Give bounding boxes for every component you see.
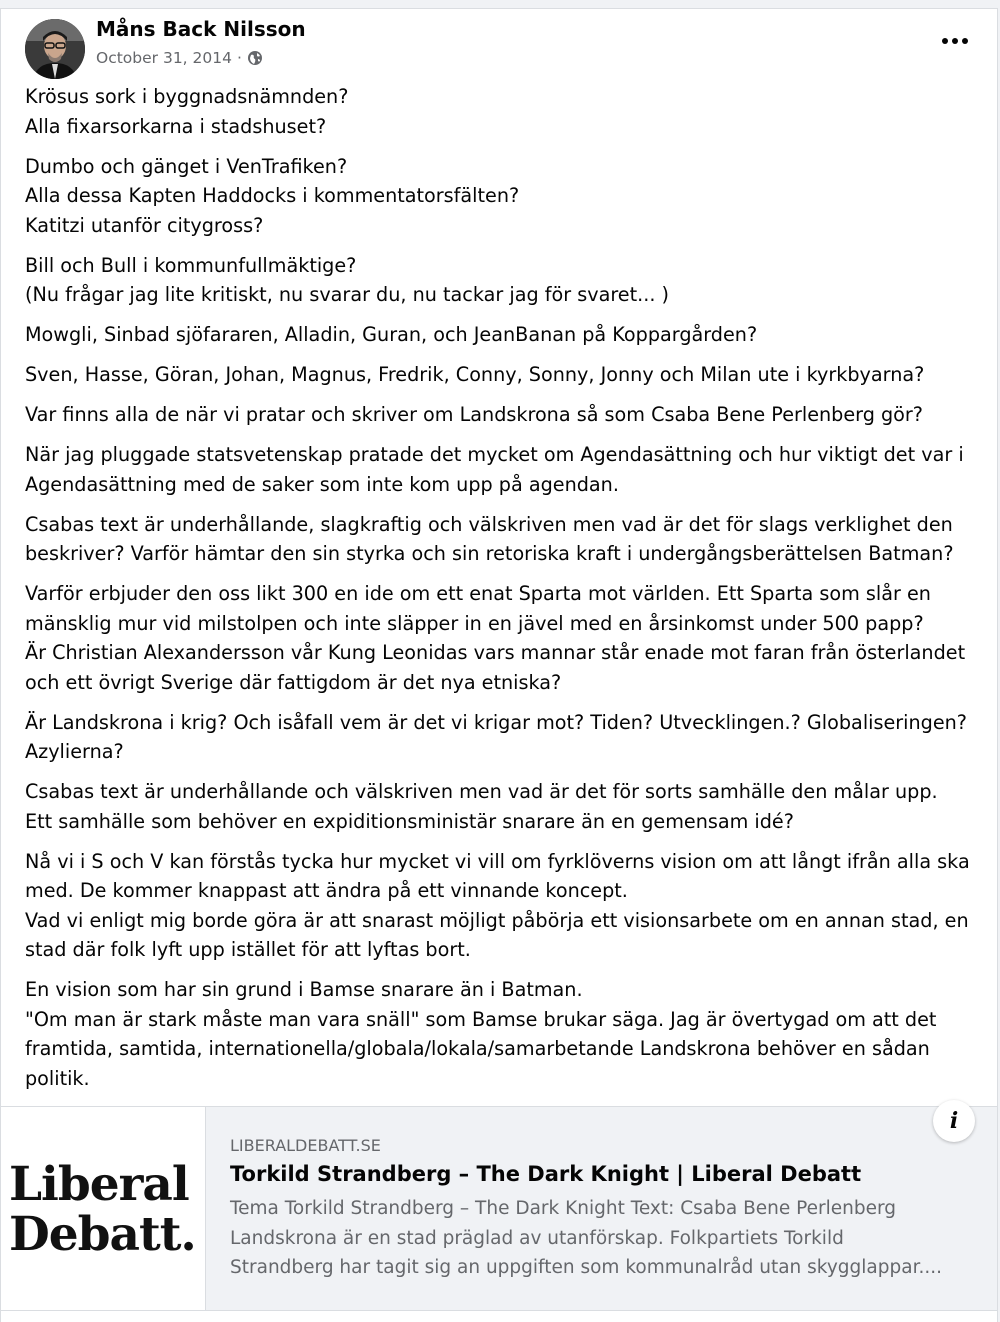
post-paragraph: Nå vi i S och V kan förstås tycka hur mycket vi vill om fyrklöverns vision om att långt ifrån alla ska med. De kommer knappast att ändra på ett vinnande koncept. Vad vi enligt mig borde göra är att snarast möjligt påbörja ett visionsarbete om en annan stad, en stad där folk lyft upp istället för att lyftas bort. [25, 849, 970, 961]
post-meta [96, 49, 263, 67]
post-date[interactable]: October 31, 2014 [96, 49, 232, 67]
author-name[interactable]: Måns Back Nilsson [96, 17, 306, 41]
link-preview-logo[interactable] [1, 1107, 206, 1310]
post-paragraph: Csabas text är underhållande och välskriven men vad är det för sorts samhälle den målar upp. Ett samhälle som behöver en expiditionsministär snarare än en gemensam idé? [25, 780, 938, 833]
post-paragraph: Mowgli, Sinbad sjöfararen, Alladin, Guran, och JeanBanan på Koppargården? [25, 323, 758, 346]
post-paragraph: Dumbo och gänget i VenTrafiken? Alla dessa Kapten Haddocks i kommentatorsfälten? Katitzi utanför citygross? [25, 154, 520, 237]
info-icon[interactable]: i [933, 1100, 975, 1142]
post-body [25, 82, 975, 1104]
more-options-icon[interactable] [935, 23, 975, 59]
avatar[interactable] [25, 19, 85, 79]
post-paragraph: Csabas text är underhållande, slagkraftig och välskriven men vad är det för slags verklighet den beskriver? Varför hämtar den sin styrka och sin retoriska kraft i undergångsberättelsen Batman? [25, 512, 954, 565]
link-preview[interactable] [1, 1106, 997, 1311]
post-paragraph: Bill och Bull i kommunfullmäktige? (Nu frågar jag lite kritiskt, nu svarar du, nu tackar jag för svaret... ) [25, 253, 670, 306]
link-domain: LIBERALDEBATT.SE [230, 1136, 381, 1155]
post-paragraph: Var finns alla de när vi pratar och skriver om Landskrona så som Csaba Bene Perlenberg gör? [25, 403, 923, 426]
logo-text-line1: Liberal [9, 1157, 189, 1212]
post-paragraph: En vision som har sin grund i Bamse snarare än i Batman. "Om man är stark måste man vara snäll" som Bamse brukar säga. Jag är övertygad om att det framtida, samtida, internationella/globala/lokala/samarbetande Landskrona behöver en sådan politik. [25, 978, 937, 1090]
link-description [230, 1194, 970, 1283]
post-paragraph: När jag pluggade statsvetenskap pratade det mycket om Agendasättning och hur viktigt det var i Agendasättning med de saker som inte kom upp på agendan. [25, 443, 964, 496]
logo-text-line2: Debatt. [9, 1207, 196, 1262]
link-description-text: Tema Torkild Strandberg – The Dark Knight Text: Csaba Bene Perlenberg Landskrona är en stad präglad av utanförskap. Folkpartiets Torkild Strandberg har tagit sig an uppgiften som kommunalråd utan skygglappar.... [230, 1198, 943, 1278]
post-paragraph: Varför erbjuder den oss likt 300 en ide om ett enat Sparta mot världen. Ett Sparta som slår en mänsklig mur vid milstolpen och inte släpper in en jävel med en årsinkomst under 500 papp? Är Christian Alexandersson vår Kung Leonidas vars mannar står enade mot faran från österlandet och ett övrigt Sverige där fattigdom är det nya etniska? [25, 582, 966, 694]
link-title[interactable]: Torkild Strandberg – The Dark Knight | Liberal Debatt [230, 1162, 862, 1186]
post-paragraph: Krösus sork i byggnadsnämnden? Alla fixarsorkarna i stadshuset? [25, 85, 349, 138]
avatar-image [25, 19, 85, 79]
globe-icon[interactable] [247, 50, 263, 66]
meta-separator: · [236, 49, 242, 67]
post-paragraph: Är Landskrona i krig? Och isåfall vem är det vi krigar mot? Tiden? Utvecklingen.? Globaliseringen? Azylierna? [25, 710, 967, 763]
post-paragraph: Sven, Hasse, Göran, Johan, Magnus, Fredrik, Conny, Sonny, Jonny och Milan ute i kyrkbyarna? [25, 363, 925, 386]
post-card [0, 8, 998, 1322]
post-header [25, 15, 975, 75]
